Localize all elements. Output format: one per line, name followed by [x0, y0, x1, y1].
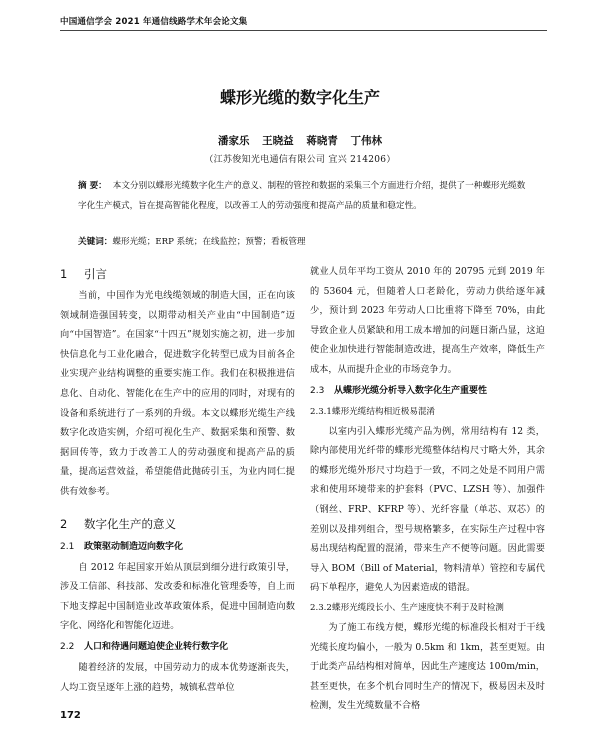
right-column — [310, 262, 545, 716]
section-heading — [60, 262, 295, 286]
page-number: 172 — [60, 710, 81, 721]
subsection-title: 从蝶形光缆分析导入数字化生产重要性 — [334, 385, 488, 396]
subsubsection-number: 2.3.2 — [310, 602, 332, 613]
subsection-title: 人口和待遇问题迫使企业转行数字化 — [84, 641, 229, 652]
subsection-number: 2.3 — [310, 385, 325, 396]
section-heading — [60, 512, 295, 536]
abstract — [78, 176, 530, 216]
header-rule — [60, 30, 547, 31]
body-paragraph: 当前，中国作为光电线缆领域的制造大国，正在向该领域制造强国转变，以期带动相关产业由“中国制造”迈向“中国智造”。在国家“十四五”规划实施之初，进一步加快信息化与工业化融合，促进数字化转型已成为目前各企业实现产业结构调整的重要实施工作。我们在积极推进信息化、自动化、智能化在生产中的应用的同时，对现有的设备和系统进行了一系列的升级。本文以蝶形光缆生产线数字化改造实例，介绍可视化生产、数据采集和预警、数据回传等，致力于改善工人的劳动强度和提高产品的质量，提高运营效益，希望能借此抛砖引玉，为业内同仁提供有效参考。 — [60, 290, 295, 497]
subsection-title: 政策驱动制造迈向数字化 — [84, 541, 184, 552]
section-title: 引言 — [84, 267, 107, 281]
section-number: 2 — [60, 516, 68, 531]
subsubsection-heading — [310, 402, 545, 422]
running-head: 中国通信学会 2021 年通信线路学术年会论文集 — [60, 17, 248, 27]
keywords — [78, 235, 530, 249]
subsection-number: 2.2 — [60, 641, 75, 652]
paper-title: 蝶形光缆的数字化生产 — [219, 88, 380, 107]
paper-authors: 潘家乐 王晓益 蒋晓青 丁伟林 — [218, 135, 382, 147]
body-paragraph: 自 2012 年起国家开始从顶层到细分进行政策引导，涉及工信部、科技部、发改委和标准化管理委等，自上而下地支撑起中国制造业改革政策体系，促进中国制造向数字化、网络化和智能化迈进。 — [60, 561, 295, 632]
section-title: 数字化生产的意义 — [84, 516, 176, 531]
body-paragraph: 以室内引入蝶形光缆产品为例，常用结构有 12 类，除内部使用光纤带的蝶形光缆整体结构尺寸略大外，其余的蝶形光缆外形尺寸均趋于一致，不同之处是不同用户需求和使用环境带来的护套料（PVC、LZSH 等）、加强件（钢丝、FRP、KFRP 等）、光纤容量（单芯、双芯）的差别以及排列组合，型号规格繁多，在实际生产过程中容易出现结构配置的混淆，带来生产不便等问题。因此需要导入 BOM（Bill of Material，物料清单）管控和专属代码下单程序，避免人为因素造成的错混。 — [310, 425, 545, 594]
subsection-heading — [60, 536, 295, 558]
body-paragraph: 为了施工布线方便，蝶形光缆的标准段长相对于干线光缆长度均偏小，一般为 0.5km 和 1km，甚至更短。由于此类产品结构相对简单，因此生产速度达 100m/min，甚至更快，在多个机台同时生产的情况下，极易因未及时检测，发生光缆数量不合格 — [310, 621, 545, 712]
subsubsection-heading — [310, 598, 545, 618]
subsubsection-number: 2.3.1 — [310, 406, 332, 417]
abstract-label: 摘 要： — [78, 181, 107, 191]
keywords-text: 蝶形光缆；ERP 系统；在线监控；预警；看板管理 — [112, 237, 306, 247]
paper-affiliation: （江苏俊知光电通信有限公司 宜兴 214206） — [204, 155, 396, 165]
subsection-heading — [60, 636, 295, 658]
left-column — [60, 262, 295, 697]
subsection-heading — [310, 380, 545, 402]
subsubsection-title: 蝶形光缆段长小、生产速度快不利于及时检测 — [332, 602, 504, 613]
section-number: 1 — [60, 267, 68, 281]
body-paragraph: 就业人员年平均工资从 2010 年的 20795 元到 2019 年的 53604 元，但随着人口老龄化，劳动力供给逐年减少，预计到 2023 年劳动人口比重将下降至 70%，由此导致企业人员紧缺和用工成本增加的问题日渐凸显，这迫使企业加快进行智能制造改进，提高生产效率，降低生产成本，从而提升企业的市场竞争力。 — [310, 266, 545, 375]
body-paragraph: 随着经济的发展，中国劳动力的成本优势逐渐丧失，人均工资呈逐年上涨的趋势，城镇私营单位 — [60, 661, 295, 693]
subsubsection-title: 蝶形光缆结构相近极易混淆 — [332, 406, 436, 417]
keywords-label: 关键词： — [78, 237, 113, 247]
subsection-number: 2.1 — [60, 541, 75, 552]
abstract-text: 本文分别以蝶形光缆数字化生产的意义、制程的管控和数据的采集三个方面进行介绍，提供了一种蝶形光缆数字化生产模式，旨在提高智能化程度，以改善工人的劳动强度和提高产品的质量和稳定性。 — [78, 181, 526, 211]
